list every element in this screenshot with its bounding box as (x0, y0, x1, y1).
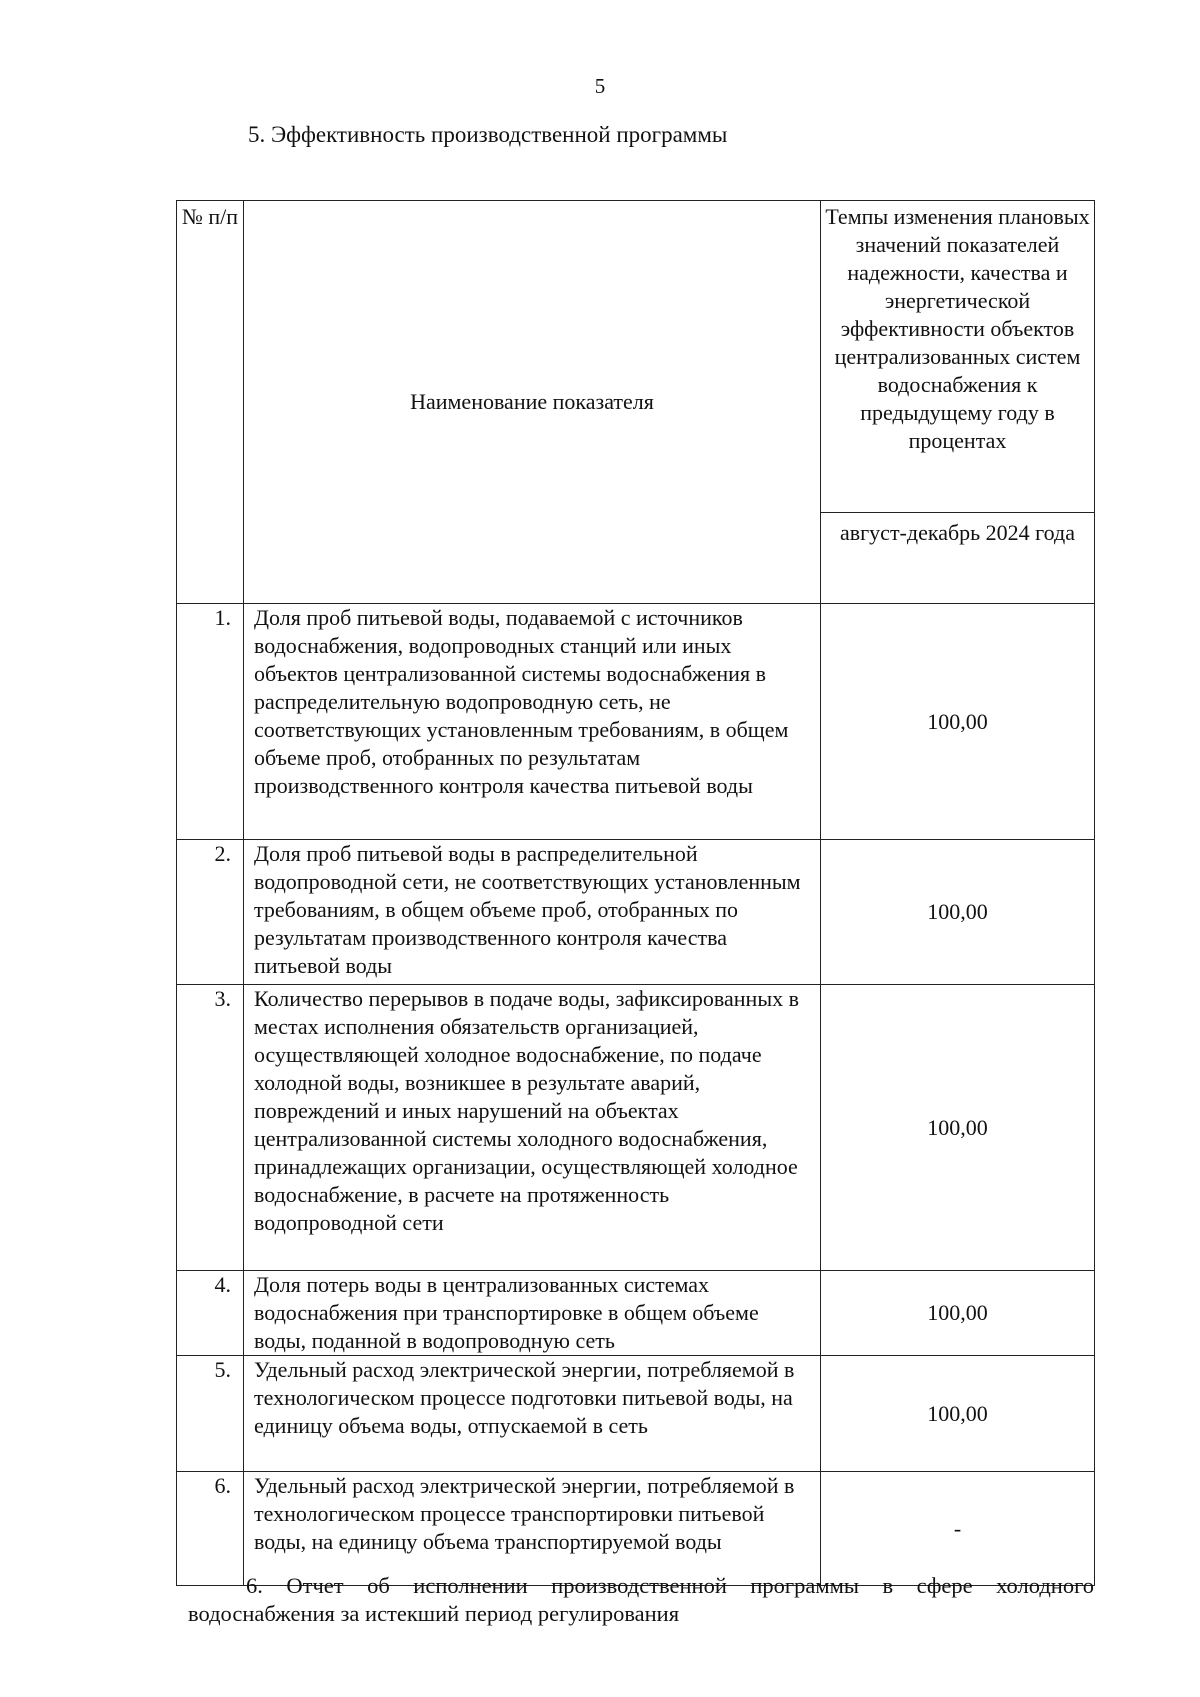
table-row (177, 604, 1095, 840)
row-indicator-name: Доля проб питьевой воды, подаваемой с источников водоснабжения, водопроводных станций или иных объектов централизованной системы водоснабжения в распределительную водопроводную сеть, не соответствующих установленным требованиям, в общем объеме проб, отобранных по результатам производственного контроля качества питьевой воды (244, 604, 821, 840)
row-number: 5. (177, 1356, 244, 1472)
efficiency-table (176, 200, 1095, 1586)
row-indicator-name: Удельный расход электрической энергии, потребляемой в технологическом процессе подготовки питьевой воды, на единицу объема воды, отпускаемой в сеть (244, 1356, 821, 1472)
header-num-cell: № п/п (177, 201, 244, 604)
row-value: 100,00 (821, 604, 1095, 840)
table-header-row (177, 201, 1095, 513)
header-value-cell: Темпы изменения плановых значений показателей надежности, качества и энергетической эффективности объектов централизованных систем водоснабжения к предыдущему году в процентах (821, 201, 1095, 513)
report-section-heading: 6. Отчет об исполнении производственной программы в сфере холодного водоснабжения за истекший период регулирования (188, 1573, 1094, 1626)
row-number: 6. (177, 1472, 244, 1586)
row-number: 3. (177, 985, 244, 1271)
row-indicator-name: Доля потерь воды в централизованных системах водоснабжения при транспортировке в общем объеме воды, поданной в водопроводную сеть (244, 1271, 821, 1356)
table-row (177, 1356, 1095, 1472)
row-number: 1. (177, 604, 244, 840)
table-row (177, 1271, 1095, 1356)
row-number: 2. (177, 840, 244, 985)
section-heading: 5. Эффективность производственной программы (248, 122, 728, 147)
header-period-cell: август-декабрь 2024 года (821, 513, 1095, 604)
table-row (177, 1472, 1095, 1586)
row-value: 100,00 (821, 1271, 1095, 1356)
header-name-cell: Наименование показателя (244, 201, 821, 604)
table-row (177, 840, 1095, 985)
row-indicator-name: Удельный расход электрической энергии, потребляемой в технологическом процессе транспортировки питьевой воды, на единицу объема транспортируемой воды (244, 1472, 821, 1586)
row-number: 4. (177, 1271, 244, 1356)
row-value: 100,00 (821, 1356, 1095, 1472)
row-value: 100,00 (821, 985, 1095, 1271)
row-indicator-name: Доля проб питьевой воды в распределительной водопроводной сети, не соответствующих установленным требованиям, в общем объеме проб, отобранных по результатам производственного контроля качества питьевой воды (244, 840, 821, 985)
row-value: - (821, 1472, 1095, 1586)
row-indicator-name: Количество перерывов в подаче воды, зафиксированных в местах исполнения обязательств организацией, осуществляющей холодное водоснабжение, по подаче холодной воды, возникшее в результате аварий, повреждений и иных нарушений на объектах централизованной системы холодного водоснабжения, принадлежащих организации, осуществляющей холодное водоснабжение, в расчете на протяженность водопроводной сети (244, 985, 821, 1271)
page-number: 5 (594, 74, 606, 98)
row-value: 100,00 (821, 840, 1095, 985)
table-row (177, 985, 1095, 1271)
